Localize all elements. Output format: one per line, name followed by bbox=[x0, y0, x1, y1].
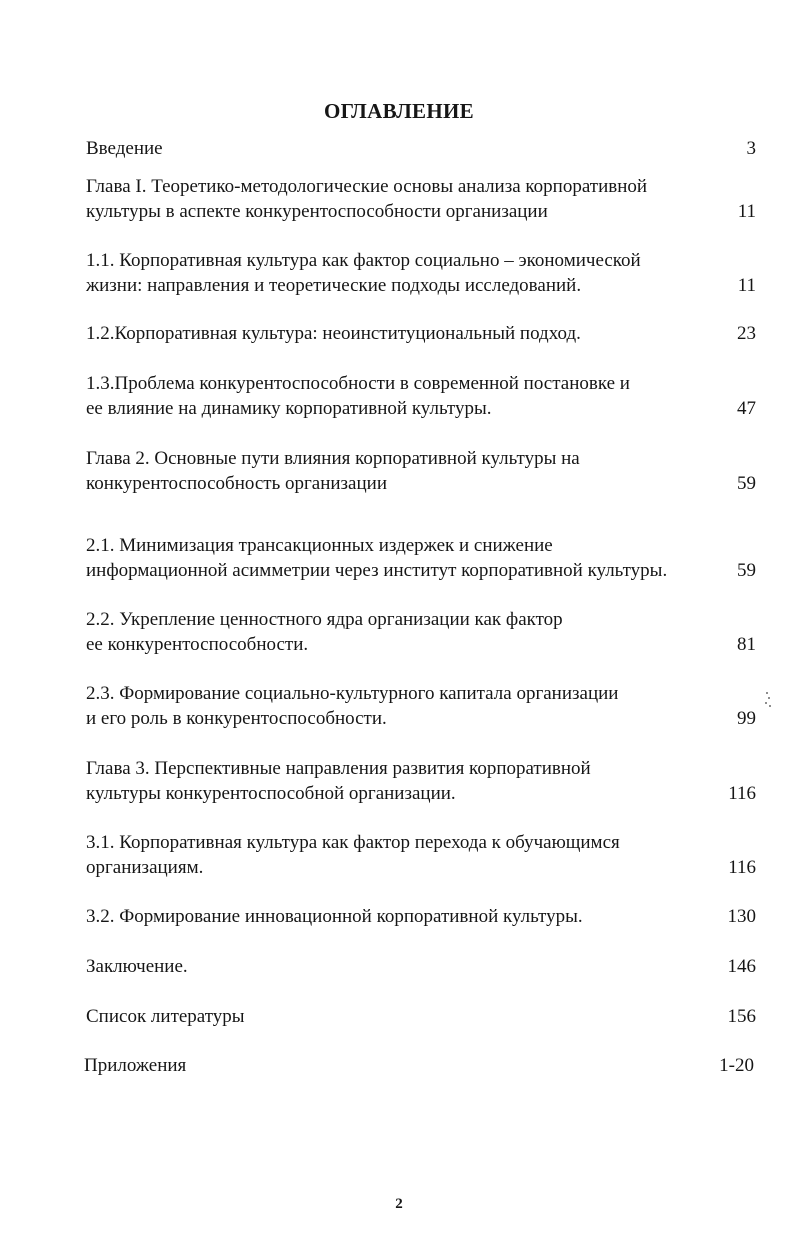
toc-entry-page: 59 bbox=[737, 473, 756, 494]
toc-entry-text: 2.2. Укрепление ценностного ядра организации как фактор ее конкурентоспособности. bbox=[86, 609, 563, 655]
toc-entry-page: 11 bbox=[737, 275, 756, 296]
toc-entry-section-1-3 bbox=[86, 371, 756, 421]
toc-entry-text: 1.1. Корпоративная культура как фактор социально – экономической жизни: направления и теоретические подходы исследований. bbox=[86, 250, 641, 296]
toc-entry-text: 3.2. Формирование инновационной корпоративной культуры. bbox=[86, 906, 583, 927]
toc-entry-section-2-2 bbox=[86, 607, 756, 657]
toc-entry-text: 3.1. Корпоративная культура как фактор перехода к обучающимся организациям. bbox=[86, 832, 620, 878]
toc-entry-section-2-3 bbox=[86, 681, 756, 731]
toc-entry-text: Список литературы bbox=[86, 1006, 245, 1027]
toc-entry-text: 2.1. Минимизация трансакционных издержек и снижение информационной асимметрии через институт корпоративной культуры. bbox=[86, 535, 668, 581]
toc-entry-text: Заключение. bbox=[86, 956, 188, 977]
toc-entry-section-3-2 bbox=[86, 904, 756, 929]
toc-entry-page: 116 bbox=[728, 783, 756, 804]
toc-entry-text: 1.3.Проблема конкурентоспособности в современной постановке и ее влияние на динамику корпоративной культуры. bbox=[86, 373, 630, 419]
toc-entry-text: Глава 2. Основные пути влияния корпоративной культуры на конкурентоспособность организации bbox=[86, 448, 580, 494]
toc-entry-text: 2.3. Формирование социально-культурного капитала организации и его роль в конкурентоспособности. bbox=[86, 683, 619, 729]
toc-entry-text: Глава 3. Перспективные направления развития корпоративной культуры конкурентоспособной организации. bbox=[86, 758, 591, 804]
toc-entry-page: 3 bbox=[746, 138, 756, 159]
page-title: ОГЛАВЛЕНИЕ bbox=[324, 99, 474, 123]
toc-entry-section-1-1 bbox=[86, 248, 756, 298]
toc-entry-text: Глава I. Теоретико-методологические основы анализа корпоративной культуры в аспекте конкурентоспособности организации bbox=[86, 176, 648, 222]
page-number: 2 bbox=[395, 1196, 403, 1212]
toc-entry-page: 47 bbox=[737, 398, 756, 419]
toc-entry-section-3-1 bbox=[86, 830, 756, 880]
toc-entry-text: Приложения bbox=[84, 1055, 187, 1076]
toc-entry-page: 156 bbox=[727, 1006, 756, 1027]
scan-specks bbox=[762, 690, 772, 710]
toc-entry-chapter-2 bbox=[86, 446, 756, 496]
toc-entry-page: 59 bbox=[737, 560, 756, 581]
toc-entry-introduction bbox=[86, 136, 756, 161]
toc-entry-page: 81 bbox=[737, 634, 756, 655]
toc-entry-section-1-2 bbox=[86, 321, 756, 346]
toc-entry-page: 1-20 bbox=[719, 1055, 754, 1076]
toc-entry-page: 11 bbox=[737, 201, 756, 222]
toc-entry-page: 116 bbox=[728, 857, 756, 878]
toc-entry-references bbox=[86, 1004, 756, 1029]
toc-entry-text: 1.2.Корпоративная культура: неоинституциональный подход. bbox=[86, 323, 581, 344]
toc-entry-page: 23 bbox=[737, 323, 756, 344]
toc-entry-chapter-1 bbox=[86, 174, 756, 224]
toc-entry-text: Введение bbox=[86, 138, 163, 159]
toc-entry-appendices bbox=[84, 1053, 754, 1078]
toc-entry-conclusion bbox=[86, 954, 756, 979]
toc-entry-page: 99 bbox=[737, 708, 756, 729]
toc-entry-page: 146 bbox=[727, 956, 756, 977]
toc-entry-page: 130 bbox=[727, 906, 756, 927]
toc-entry-section-2-1 bbox=[86, 533, 756, 583]
toc-entry-chapter-3 bbox=[86, 756, 756, 806]
